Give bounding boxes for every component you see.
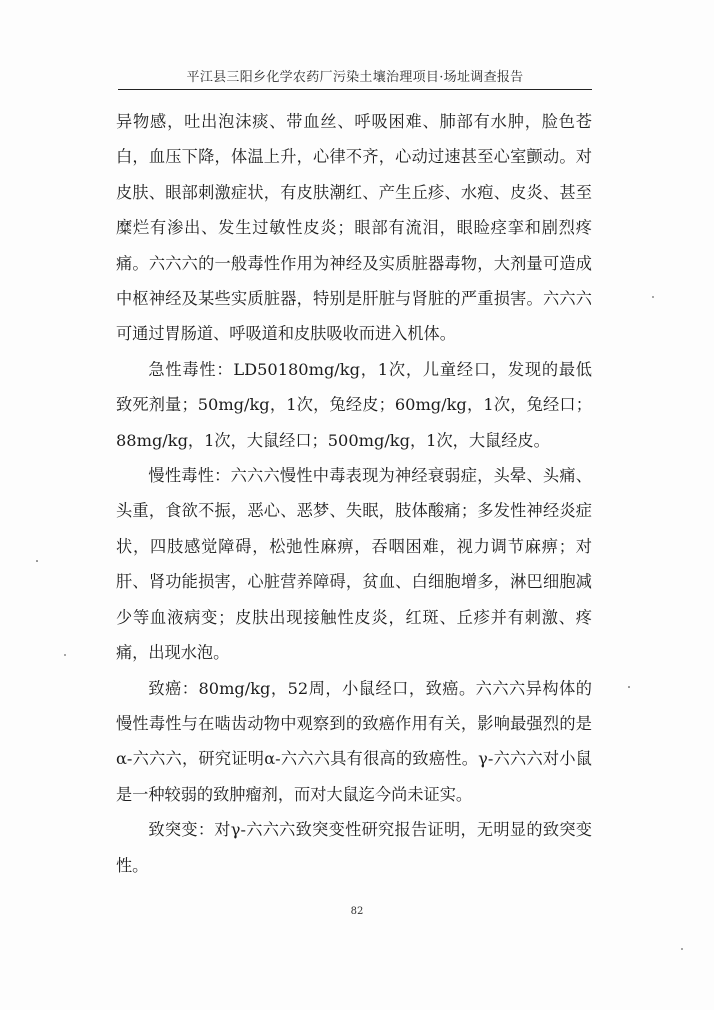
page-number: 82	[350, 906, 364, 917]
scan-speck	[652, 296, 654, 298]
paragraph-chronic-toxicity: 慢性毒性：六六六慢性中毒表现为神经衰弱症，头晕、头痛、头重，食欲不振，恶心、恶梦、失眠，肢体酸痛；多发性神经炎症状，四肢感觉障碍，松弛性麻痹，吞咽困难，视力调节麻痹；对肝、肾功能损害，心脏营养障碍，贫血、白细胞增多，淋巴细胞减少等血液病变；皮肤出现接触性皮炎，红斑、丘疹并有刺激、疼痛，出现水泡。	[116, 466, 592, 663]
scan-speck	[681, 948, 683, 950]
paragraph-mutagenicity: 致突变：对γ-六六六致突变性研究报告证明，无明显的致突变性。	[116, 820, 592, 875]
scan-speck	[628, 686, 630, 688]
paragraph-acute-toxicity: 急性毒性：LD50180mg/kg，1次，儿童经口，发现的最低致死剂量；50mg/kg，1次，兔经皮；60mg/kg，1次，兔经口；88mg/kg，1次，大鼠经口；500mg/kg，1次，大鼠经皮。	[116, 359, 592, 450]
body-text	[116, 104, 592, 883]
scan-speck	[36, 560, 38, 562]
paragraph-symptoms: 异物感，吐出泡沫痰、带血丝、呼吸困难、肺部有水肿，脸色苍白，血压下降，体温上升，心律不齐，心动过速甚至心室颤动。对皮肤、眼部刺激症状，有皮肤潮红、产生丘疹、水疱、皮炎、甚至糜烂有渗出、发生过敏性皮炎；眼部有流泪，眼睑痉挛和剧烈疼痛。六六六的一般毒性作用为神经及实质脏器毒物，大剂量可造成中枢神经及某些实质脏器，特别是肝脏与肾脏的严重损害。六六六可通过胃肠道、呼吸道和皮肤吸收而进入机体。	[116, 112, 592, 344]
scan-speck	[64, 654, 66, 656]
running-header: 平江县三阳乡化学农药厂污染土壤治理项目·场址调查报告	[186, 70, 524, 85]
header-rule	[118, 89, 592, 90]
paragraph-carcinogenicity: 致癌：80mg/kg，52周，小鼠经口，致癌。六六六异构体的慢性毒性与在啮齿动物中观察到的致癌作用有关，影响最强烈的是α-六六六，研究证明α-六六六具有很高的致癌性。γ-六六六对小鼠是一种较弱的致肿瘤剂，而对大鼠迄今尚未证实。	[116, 678, 592, 804]
